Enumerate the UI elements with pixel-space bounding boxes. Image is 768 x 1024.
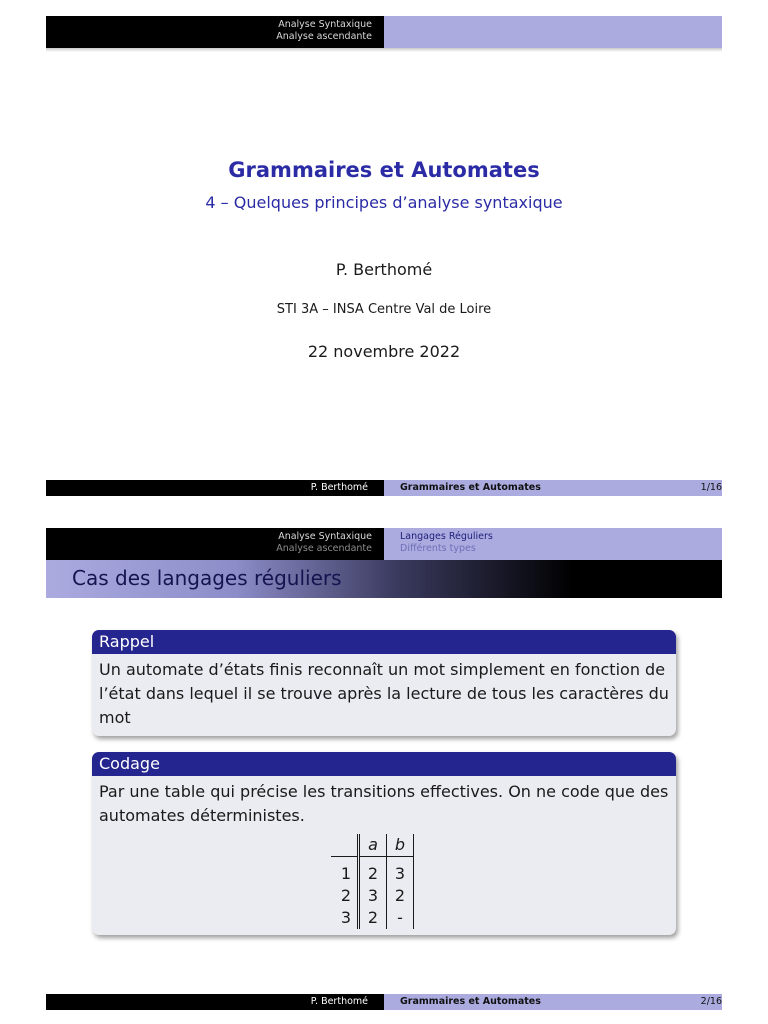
- footer-bar: [46, 994, 722, 1010]
- frame-title: Cas des langages réguliers: [72, 566, 342, 590]
- transition-table-header: [331, 834, 414, 857]
- codage-block: [92, 752, 676, 935]
- table-state-cell: 2: [340, 886, 351, 905]
- nav-right-section-link[interactable]: Langages Réguliers: [400, 531, 493, 542]
- rappel-block-body: Un automate d’états finis reconnaît un mot simplement en fonction de l’état dans lequel il se trouve après la lecture de tous les caractères du mot: [99, 660, 669, 727]
- footer-page-number: 1/16: [700, 482, 722, 493]
- footer-title: Grammaires et Automates: [400, 996, 541, 1007]
- footer-title: Grammaires et Automates: [400, 482, 541, 493]
- header-right-panel: [384, 528, 722, 560]
- table-cell: 2: [359, 907, 387, 929]
- nav-right-subsection-link[interactable]: Différents types: [400, 543, 476, 554]
- header-right-panel: [384, 16, 722, 48]
- table-cell: 2: [359, 863, 387, 885]
- table-cell: 3: [359, 885, 387, 907]
- header-navigation-bar: [46, 16, 722, 48]
- nav-section-link[interactable]: Analyse Syntaxique: [278, 19, 372, 30]
- rappel-block: [92, 630, 676, 736]
- presentation-date: 22 novembre 2022: [307, 342, 461, 361]
- header-left-panel: [46, 16, 384, 48]
- nav-section-link[interactable]: Analyse Syntaxique: [278, 531, 372, 542]
- transition-table: [331, 834, 414, 929]
- codage-block-body: [92, 776, 676, 935]
- table-cell: 2: [387, 885, 414, 907]
- table-cell: -: [387, 907, 414, 929]
- nav-subsection-link[interactable]: Analyse ascendante: [276, 543, 372, 554]
- section-navigation: [276, 531, 372, 555]
- table-cell: 3: [387, 863, 414, 885]
- header-shadow: [46, 48, 722, 52]
- table-row: [331, 863, 414, 885]
- table-header-symbol: b: [387, 834, 414, 857]
- table-state-cell: 1: [340, 864, 351, 883]
- table-row: [331, 885, 414, 907]
- footer-right-panel: [384, 480, 722, 496]
- footer-bar: [46, 480, 722, 496]
- table-row: [331, 907, 414, 929]
- footer-author: P. Berthomé: [46, 480, 384, 496]
- codage-text: Par une table qui précise les transitions effectives. On ne code que des automates déterministes.: [99, 782, 669, 825]
- frame-title-band: [46, 560, 722, 598]
- table-corner-cell: [331, 834, 359, 857]
- presentation-subtitle: 4 – Quelques principes d’analyse syntaxique: [205, 193, 563, 212]
- header-left-panel: [46, 528, 384, 560]
- title-slide: [46, 16, 722, 496]
- codage-block-title: Codage: [92, 752, 676, 776]
- footer-author: P. Berthomé: [46, 994, 384, 1010]
- subsection-navigation: [400, 531, 493, 555]
- table-header-symbol: a: [359, 834, 387, 857]
- presentation-title: Grammaires et Automates: [228, 158, 540, 182]
- content-slide: [46, 528, 722, 1010]
- nav-subsection-link[interactable]: Analyse ascendante: [276, 31, 372, 42]
- header-navigation-bar: [46, 528, 722, 560]
- presentation-institute: STI 3A – INSA Centre Val de Loire: [276, 302, 492, 317]
- rappel-block-title: Rappel: [92, 630, 676, 654]
- footer-page-number: 2/16: [700, 996, 722, 1007]
- section-navigation: [276, 19, 372, 43]
- presentation-author: P. Berthomé: [335, 260, 433, 279]
- table-state-cell: 3: [340, 908, 351, 927]
- footer-right-panel: [384, 994, 722, 1010]
